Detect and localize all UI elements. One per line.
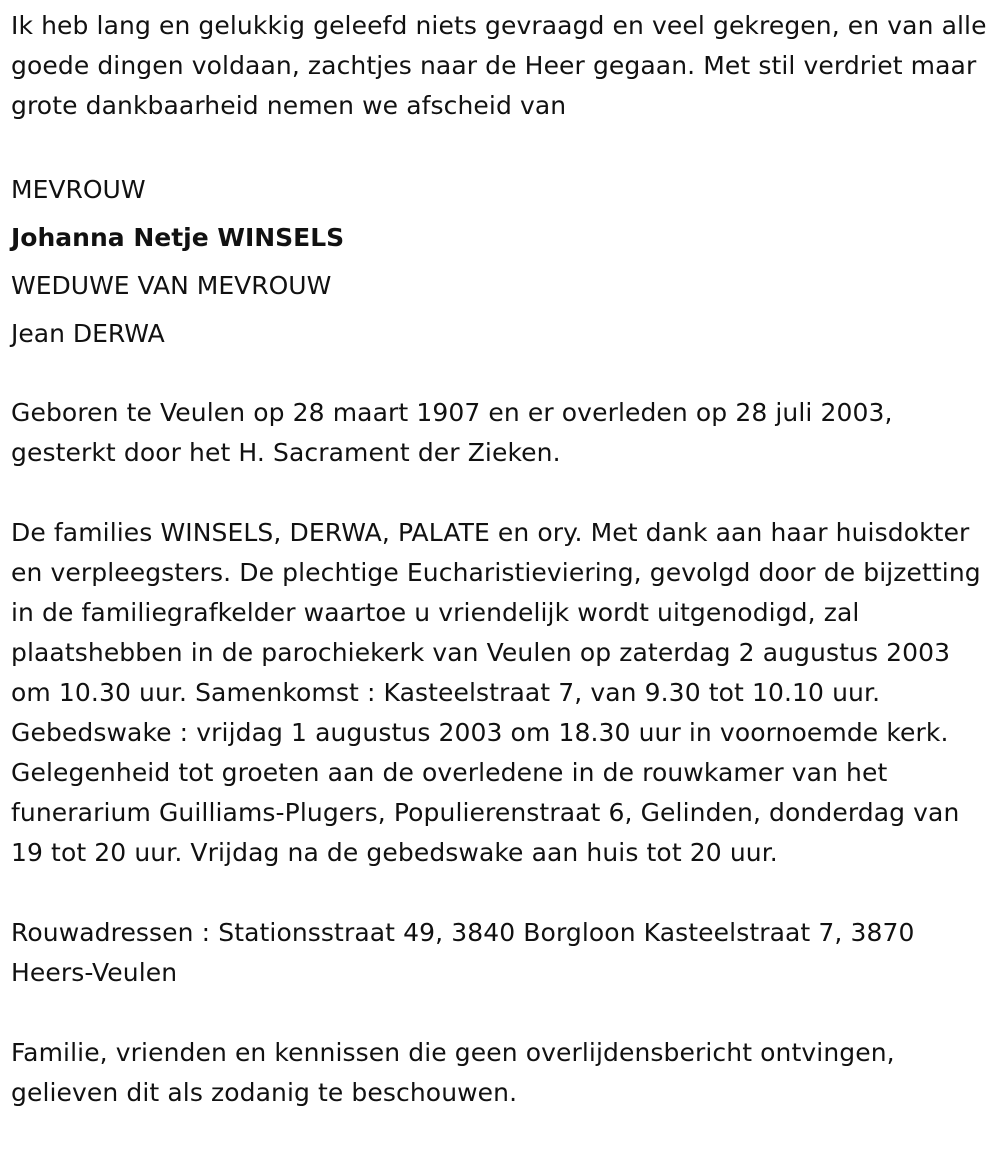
- addresses-paragraph: Rouwadressen : Stationsstraat 49, 3840 Borgloon Kasteelstraat 7, 3870 Heers-Veulen: [11, 918, 915, 987]
- deceased-relation: WEDUWE VAN MEVROUW: [11, 271, 332, 300]
- deceased-block: [11, 166, 993, 358]
- birth-death-paragraph: Geboren te Veulen op 28 maart 1907 en er overleden op 28 juli 2003, gesterkt door het H. Sacrament der Zieken.: [11, 398, 893, 467]
- deceased-name: Johanna Netje WINSELS: [11, 223, 345, 252]
- spouse-name: Jean DERWA: [11, 319, 165, 348]
- closing-paragraph: Familie, vrienden en kennissen die geen overlijdensbericht ontvingen, gelieven dit als zodanig te beschouwen.: [11, 1038, 895, 1107]
- intro-paragraph: Ik heb lang en gelukkig geleefd niets gevraagd en veel gekregen, en van alle goede dingen voldaan, zachtjes naar de Heer gegaan. Met stil verdriet maar grote dankbaarheid nemen we afscheid van: [11, 11, 987, 120]
- obituary-document: [11, 6, 993, 1113]
- deceased-title: MEVROUW: [11, 175, 146, 204]
- arrangements-paragraph: De families WINSELS, DERWA, PALATE en ory. Met dank aan haar huisdokter en verpleegsters. De plechtige Eucharistieviering, gevolgd door de bijzetting in de familiegrafkelder waartoe u vriendelijk wordt uitgenodigd, zal plaatshebben in de parochiekerk van Veulen op zaterdag 2 augustus 2003 om 10.30 uur. Samenkomst : Kasteelstraat 7, van 9.30 tot 10.10 uur. Gebedswake : vrijdag 1 augustus 2003 om 18.30 uur in voornoemde kerk. Gelegenheid tot groeten aan de overledene in de rouwkamer van het funerarium Guilliams-Plugers, Populierenstraat 6, Gelinden, donderdag van 19 tot 20 uur. Vrijdag na de gebedswake aan huis tot 20 uur.: [11, 518, 981, 867]
